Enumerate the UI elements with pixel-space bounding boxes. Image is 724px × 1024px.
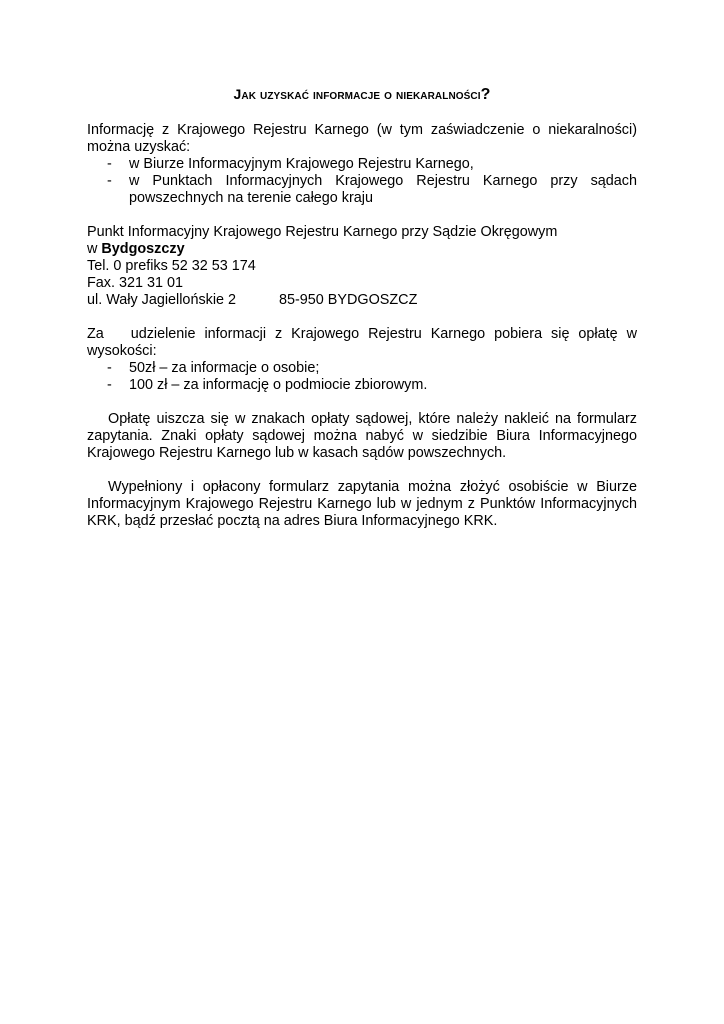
dash-bullet: - [107, 156, 112, 172]
office-street: ul. Wały Jagiellońskie 2 [87, 292, 237, 308]
list-item [87, 173, 637, 207]
payment-paragraph: Opłatę uiszcza się w znakach opłaty sądowej, które należy nakleić na formularz zapytania. Znaki opłaty sądowej można nabyć w siedzibie Biura Informacyjnego Krajowego Rejestru Karnego lub w kasach sądów powszechnych. [87, 411, 637, 461]
fees-first-word: Za [87, 326, 104, 342]
list-item [87, 156, 637, 173]
dash-bullet: - [107, 377, 112, 393]
list-item-text: w Punktach Informacyjnych Krajowego Rejestru Karnego przy sądach powszechnych na terenie całego kraju [129, 173, 637, 206]
intro-paragraph: Informację z Krajowego Rejestru Karnego (w tym zaświadczenie o niekaralności) można uzyskać: [87, 122, 637, 155]
office-block [87, 224, 637, 309]
document-page [87, 86, 637, 530]
office-city: Bydgoszczy [101, 241, 185, 257]
office-name: Punkt Informacyjny Krajowego Rejestru Karnego przy Sądzie Okręgowym [87, 224, 558, 240]
office-phone: Tel. 0 prefiks 52 32 53 174 [87, 258, 256, 274]
title-question-mark: ? [480, 86, 491, 103]
office-city-line [87, 241, 637, 258]
list-item-text: 50zł – za informacje o osobie; [129, 360, 320, 376]
list-item-text: w Biurze Informacyjnym Krajowego Rejestru Karnego, [129, 156, 474, 172]
fees-list [87, 360, 637, 394]
office-city-prefix: w [87, 241, 102, 257]
dash-bullet: - [107, 173, 112, 189]
office-postal: 85-950 BYDGOSZCZ [279, 292, 418, 308]
submission-paragraph: Wypełniony i opłacony formularz zapytania można złożyć osobiście w Biurze Informacyjnym Krajowego Rejestru Karnego lub w jednym z Punktów Informacyjnych KRK, bądź przesłać pocztą na adres Biura Informacyjnego KRK. [87, 479, 637, 529]
document-title [87, 86, 637, 103]
fees-paragraph [87, 326, 637, 360]
dash-bullet: - [107, 360, 112, 376]
fees-text: udzielenie informacji z Krajowego Rejestru Karnego pobiera się opłatę w wysokości: [87, 326, 637, 359]
intro-list [87, 156, 637, 207]
list-item-text: 100 zł – za informację o podmiocie zbiorowym. [129, 377, 428, 393]
list-item [87, 360, 637, 377]
office-fax: Fax. 321 31 01 [87, 275, 184, 291]
title-text: Jak uzyskać informacje o niekaralności [233, 86, 481, 102]
office-address [87, 292, 637, 309]
list-item [87, 377, 637, 394]
